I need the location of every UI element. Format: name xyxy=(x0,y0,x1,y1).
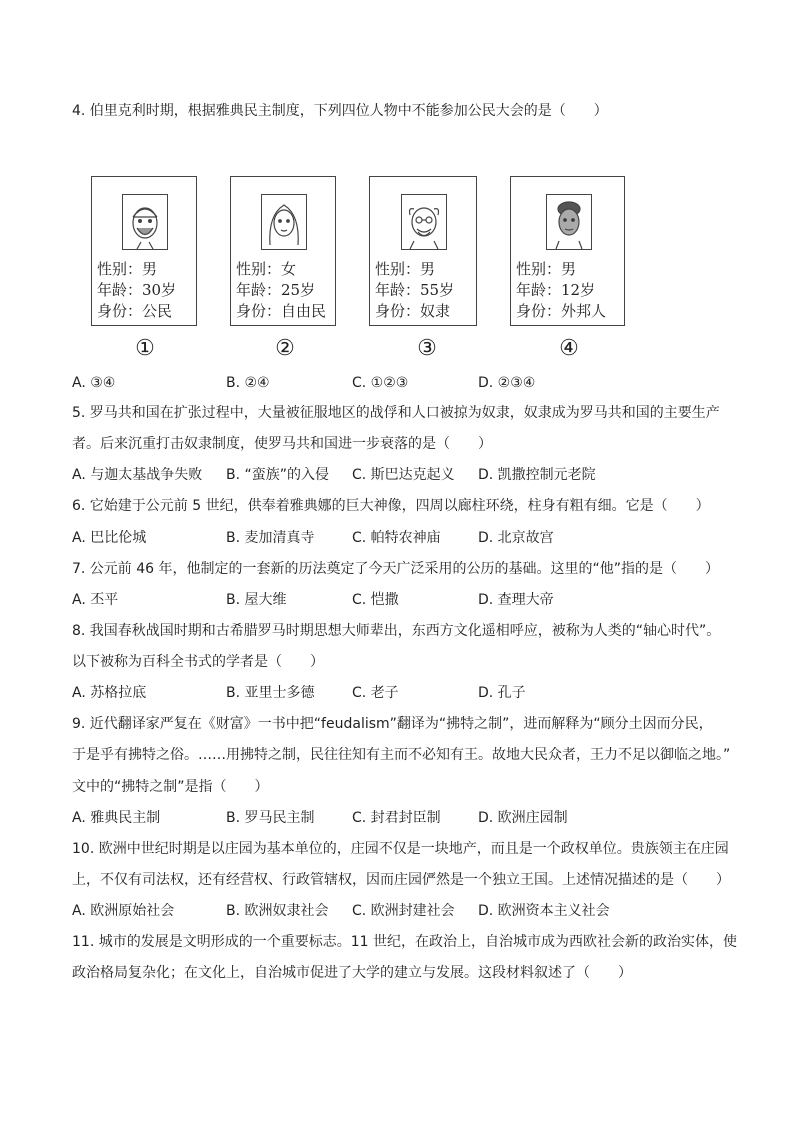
option-a[interactable]: A. 巴比伦城 xyxy=(72,530,147,546)
question-10-options xyxy=(72,901,732,921)
card-identity: 身份：外邦人 xyxy=(516,302,607,320)
old-man-icon xyxy=(401,194,447,250)
question-7-line-1: 7. 公元前 46 年，他制定的一套新的历法奠定了今天广泛采用的公历的基础。这里的“他”指的是（ ） xyxy=(72,561,720,577)
option-c[interactable]: C. 欧洲封建社会 xyxy=(352,903,455,919)
option-a[interactable]: A. 与迦太基战争失败 xyxy=(72,467,203,483)
bearded-man-icon xyxy=(122,194,168,250)
question-8-options xyxy=(72,683,732,703)
card-number-2: ② xyxy=(275,336,295,361)
person-card-2 xyxy=(230,176,336,326)
card-sex: 性别：男 xyxy=(97,260,158,278)
question-6-options xyxy=(72,528,732,548)
question-9-options xyxy=(72,808,732,828)
option-a[interactable]: A. 雅典民主制 xyxy=(72,810,161,826)
question-4-stem: 4. 伯里克利时期，根据雅典民主制度，下列四位人物中不能参加公民大会的是（ ） xyxy=(72,103,608,119)
question-11-line-1: 11. 城市的发展是文明形成的一个重要标志。11 世纪，在政治上，自治城市成为西欧社会新的政治实体，使 xyxy=(72,934,737,950)
option-b[interactable]: B. ②④ xyxy=(226,375,270,391)
option-b[interactable]: B. 屋大维 xyxy=(226,592,287,608)
option-d[interactable]: D. 孔子 xyxy=(478,685,526,701)
person-card-4 xyxy=(510,176,625,326)
card-age: 年龄：30岁 xyxy=(97,281,177,299)
question-10-line-1: 10. 欧洲中世纪时期是以庄园为基本单位的，庄园不仅是一块地产，而且是一个政权单位。贵族领主在庄园 xyxy=(72,841,729,857)
option-d[interactable]: D. 欧洲庄园制 xyxy=(478,810,568,826)
card-identity: 身份：自由民 xyxy=(236,302,327,320)
card-sex: 性别：女 xyxy=(236,260,297,278)
question-4-options xyxy=(72,373,732,393)
card-age: 年龄：12岁 xyxy=(516,281,596,299)
option-d[interactable]: D. 凯撒控制元老院 xyxy=(478,467,596,483)
question-9-line-3: 文中的“拂特之制”是指（ ） xyxy=(72,779,269,795)
card-age: 年龄：25岁 xyxy=(236,281,316,299)
question-11-line-2: 政治格局复杂化；在文化上，自治城市促进了大学的建立与发展。这段材料叙述了（ ） xyxy=(72,965,632,981)
person-card-3 xyxy=(369,176,477,326)
option-c[interactable]: C. 恺撒 xyxy=(352,592,399,608)
option-b[interactable]: B. 麦加清真寺 xyxy=(226,530,315,546)
card-sex: 性别：男 xyxy=(516,260,577,278)
option-b[interactable]: B. 欧洲奴隶社会 xyxy=(226,903,329,919)
option-a[interactable]: A. 苏格拉底 xyxy=(72,685,147,701)
person-card-4-info xyxy=(516,259,622,322)
card-age: 年龄：55岁 xyxy=(375,281,455,299)
option-b[interactable]: B. “蛮族”的入侵 xyxy=(226,467,330,483)
card-number-3: ③ xyxy=(417,336,437,361)
option-c[interactable]: C. 帕特农神庙 xyxy=(352,530,441,546)
card-identity: 身份：公民 xyxy=(97,302,173,320)
option-c[interactable]: C. 斯巴达克起义 xyxy=(352,467,455,483)
option-b[interactable]: B. 亚里士多德 xyxy=(226,685,315,701)
person-card-1 xyxy=(91,176,197,326)
option-c[interactable]: C. 封君封臣制 xyxy=(352,810,441,826)
card-number-1: ① xyxy=(135,336,155,361)
question-5-options xyxy=(72,465,732,485)
question-5-line-2: 者。后来沉重打击奴隶制度，使罗马共和国进一步衰落的是（ ） xyxy=(72,436,492,452)
question-9-line-1: 9. 近代翻译家严复在《财富》一书中把“feudalism”翻译为“拂特之制”，进而解释为“顾分土因而分民， xyxy=(72,716,713,732)
woman-icon xyxy=(261,194,307,250)
card-identity: 身份：奴隶 xyxy=(375,302,451,320)
person-card-1-info xyxy=(97,259,194,322)
question-9-line-2: 于是乎有拂特之俗。……用拂特之制，民往往知有主而不必知有王。故地大民众者，王力不足以御临之地。” xyxy=(72,747,731,763)
option-d[interactable]: D. 北京故宫 xyxy=(478,530,554,546)
question-8-line-1: 8. 我国春秋战国时期和古希腊罗马时期思想大师辈出，东西方文化遥相呼应，被称为人类的“轴心时代”。 xyxy=(72,623,721,639)
option-d[interactable]: D. 查理大帝 xyxy=(478,592,554,608)
person-card-3-info xyxy=(375,259,474,322)
card-number-4: ④ xyxy=(559,336,579,361)
question-7-options xyxy=(72,590,732,610)
question-5-line-1: 5. 罗马共和国在扩张过程中，大量被征服地区的战俘和人口被掠为奴隶，奴隶成为罗马共和国的主要生产 xyxy=(72,405,720,421)
question-8-line-2: 以下被称为百科全书式的学者是（ ） xyxy=(72,654,324,670)
question-6-line-1: 6. 它始建于公元前 5 世纪，供奉着雅典娜的巨大神像，四周以廊柱环绕，柱身有粗有细。它是（ ） xyxy=(72,498,710,514)
option-a[interactable]: A. 欧洲原始社会 xyxy=(72,903,175,919)
card-sex: 性别：男 xyxy=(375,260,436,278)
option-d[interactable]: D. ②③④ xyxy=(478,375,536,391)
option-c[interactable]: C. 老子 xyxy=(352,685,399,701)
option-a[interactable]: A. 丕平 xyxy=(72,592,119,608)
person-card-2-info xyxy=(236,259,333,322)
option-a[interactable]: A. ③④ xyxy=(72,375,116,391)
option-c[interactable]: C. ①②③ xyxy=(352,375,409,391)
option-b[interactable]: B. 罗马民主制 xyxy=(226,810,315,826)
question-10-line-2: 上，不仅有司法权，还有经营权、行政管辖权，因而庄园俨然是一个独立王国。上述情况描述的是（ ） xyxy=(72,872,730,888)
boy-icon xyxy=(546,194,592,250)
option-d[interactable]: D. 欧洲资本主义社会 xyxy=(478,903,610,919)
